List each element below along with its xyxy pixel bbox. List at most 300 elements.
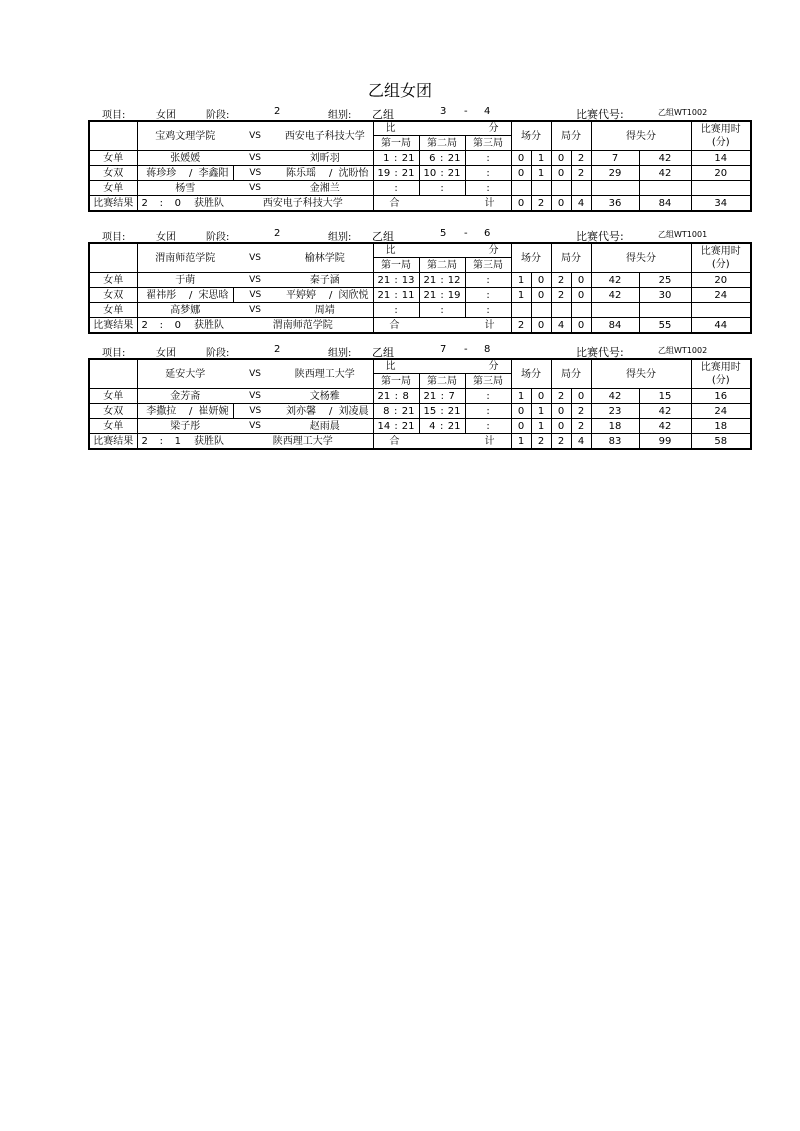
game-score-a <box>470 420 482 433</box>
game-score-wrap <box>466 289 511 302</box>
defen-b: 42 <box>639 151 691 166</box>
game-score-colon: : <box>440 167 444 179</box>
vs-label: VS <box>233 121 277 151</box>
player-b2: 刘凌晨 <box>338 405 369 417</box>
header-blank <box>89 243 137 273</box>
game-score-b: 7 <box>448 390 455 402</box>
event-type: 女单 <box>89 389 137 404</box>
position-b: 6 <box>484 228 491 239</box>
result-label: 比赛结果 <box>89 318 137 334</box>
game-score-g1 <box>373 166 419 181</box>
event-type: 女单 <box>89 151 137 166</box>
slash: / <box>189 167 193 179</box>
ju-b <box>571 181 591 196</box>
time-header-line2: (分) <box>711 137 730 148</box>
result-score-wrap <box>138 435 186 448</box>
defen-a: 7 <box>591 151 639 166</box>
game-score-b: 8 <box>402 390 409 402</box>
total-ju-a: 4 <box>551 318 571 334</box>
result-row <box>89 318 751 334</box>
ju-b: 2 <box>571 419 591 434</box>
game-score-a: 21 <box>423 390 437 402</box>
total-chang-a: 1 <box>511 434 531 450</box>
ju-header: 局分 <box>551 243 591 273</box>
total-defen-a: 83 <box>591 434 639 450</box>
player-a1: 张媛媛 <box>137 151 233 166</box>
player-a2-cell <box>185 288 233 303</box>
total-cell <box>373 318 511 334</box>
table-row <box>89 166 751 181</box>
stage-value: 2 <box>274 228 281 239</box>
player-b1: 陈乐瑶 <box>277 166 325 181</box>
vs-label: VS <box>233 151 277 166</box>
game-score-b: 21 <box>401 420 415 432</box>
result-score-wrap <box>138 197 186 210</box>
time-minutes: 14 <box>691 151 751 166</box>
game-score-a <box>378 182 390 195</box>
match-meta-line <box>88 226 710 242</box>
total-cell <box>373 434 511 450</box>
chang-a: 0 <box>511 404 531 419</box>
game-score-colon: : <box>440 304 444 316</box>
game-score-g3 <box>465 151 511 166</box>
ju-b: 0 <box>571 288 591 303</box>
position-a: 7 <box>440 344 447 355</box>
group-value: 乙组 <box>372 108 394 121</box>
page-title: 乙组女团 <box>367 81 432 100</box>
game-score-wrap <box>420 167 465 180</box>
ju-b: 2 <box>571 151 591 166</box>
result-score-b: 1 <box>174 435 181 447</box>
winner-team: 渭南师范学院 <box>233 318 373 334</box>
total-he: 合 <box>389 197 400 209</box>
slash: / <box>189 289 193 301</box>
game-score-wrap <box>466 304 511 317</box>
match-code-value: 乙组WT1002 <box>658 108 708 117</box>
time-minutes: 24 <box>691 404 751 419</box>
vs-label: VS <box>233 303 277 318</box>
defen-a: 18 <box>591 419 639 434</box>
ju-b: 2 <box>571 404 591 419</box>
game-score-g2 <box>419 389 465 404</box>
game-score-a <box>424 304 436 317</box>
total-chang-b: 2 <box>531 434 551 450</box>
game-score-b: 21 <box>447 405 461 417</box>
defen-b: 15 <box>639 389 691 404</box>
match-meta-line <box>88 104 710 120</box>
game-score-colon: : <box>439 420 444 432</box>
score-header-fen: 分 <box>488 245 499 256</box>
total-time: 44 <box>691 318 751 334</box>
game-score-a: 21 <box>377 274 391 286</box>
project-value: 女团 <box>156 110 176 121</box>
chang-b <box>531 181 551 196</box>
game-score-wrap <box>374 405 419 418</box>
ju-header: 局分 <box>551 121 591 151</box>
game-score-wrap <box>466 420 511 433</box>
time-header <box>691 359 751 389</box>
game1-header: 第一局 <box>373 258 419 273</box>
game-score-a <box>378 304 390 317</box>
project-value: 女团 <box>156 348 176 359</box>
game-score-colon: : <box>394 289 398 301</box>
game-score-a <box>424 182 436 195</box>
match-block <box>88 226 741 334</box>
result-score-a: 2 <box>141 435 148 447</box>
total-chang-b: 0 <box>531 318 551 334</box>
team-b-name: 西安电子科技大学 <box>277 121 373 151</box>
game-score-a: 8 <box>383 405 390 417</box>
total-wrap <box>374 319 511 332</box>
game-score-colon: : <box>486 167 490 179</box>
position-dash: - <box>464 228 468 239</box>
player-b2-wrap <box>325 289 373 302</box>
slash: / <box>329 405 333 417</box>
game-score-colon: : <box>486 390 490 402</box>
vs-label: VS <box>233 243 277 273</box>
group-label: 组别: <box>328 232 352 243</box>
total-ju-b: 0 <box>571 318 591 334</box>
chang-b: 1 <box>531 419 551 434</box>
total-cell <box>373 196 511 212</box>
match-code-label: 比赛代号: <box>576 230 624 243</box>
game3-header: 第三局 <box>465 374 511 389</box>
chang-b: 0 <box>531 389 551 404</box>
result-score-a: 2 <box>141 319 148 331</box>
total-chang-b: 2 <box>531 196 551 212</box>
table-row <box>89 288 751 303</box>
game2-header: 第二局 <box>419 374 465 389</box>
stage-label: 阶段: <box>206 110 230 121</box>
ju-a <box>551 303 571 318</box>
game-score-wrap <box>466 167 511 180</box>
game-score-a <box>470 390 482 403</box>
chang-b: 1 <box>531 404 551 419</box>
slash: / <box>189 405 193 417</box>
game-score-b: 21 <box>447 167 461 179</box>
player-b2-wrap <box>325 167 373 180</box>
game-score-colon: : <box>440 274 444 286</box>
player-b2-wrap <box>325 405 373 418</box>
player-a1: 梁子彤 <box>137 419 233 434</box>
game-score-colon: : <box>486 289 490 301</box>
score-header-text <box>374 122 511 135</box>
project-label: 项目: <box>102 110 126 121</box>
project-label: 项目: <box>102 232 126 243</box>
game-score-a: 4 <box>429 420 436 432</box>
event-type: 女单 <box>89 303 137 318</box>
vs-label: VS <box>233 359 277 389</box>
player-b1: 秦子涵 <box>277 273 373 288</box>
time-header-line2: (分) <box>711 375 730 386</box>
player-a2: 宋思晗 <box>198 289 229 301</box>
player-a1: 杨雪 <box>137 181 233 196</box>
chang-a: 1 <box>511 273 531 288</box>
game-score-g2 <box>419 404 465 419</box>
time-header-line1: 比赛用时 <box>700 246 741 257</box>
game-score-wrap <box>374 390 419 403</box>
game-score-g1 <box>373 303 419 318</box>
position-a: 5 <box>440 228 447 239</box>
game-score-wrap <box>420 420 465 433</box>
defen-b <box>639 181 691 196</box>
ju-header: 局分 <box>551 359 591 389</box>
player-a2-cell <box>185 404 233 419</box>
game-score-g2 <box>419 303 465 318</box>
slash: / <box>329 167 333 179</box>
game-score-a <box>470 289 482 302</box>
winner-team: 陕西理工大学 <box>233 434 373 450</box>
game-score-g2 <box>419 181 465 196</box>
game-score-wrap <box>374 274 419 287</box>
defen-a: 42 <box>591 288 639 303</box>
game-score-a <box>470 152 482 165</box>
game-score-a <box>470 304 482 317</box>
game-score-b: 19 <box>447 289 461 301</box>
game-score-g1 <box>373 273 419 288</box>
position-b: 8 <box>484 344 491 355</box>
game1-header: 第一局 <box>373 374 419 389</box>
ju-a: 0 <box>551 151 571 166</box>
game-score-colon: : <box>486 304 490 316</box>
game3-header: 第三局 <box>465 258 511 273</box>
player-b2-cell <box>325 166 373 181</box>
score-header-fen: 分 <box>488 123 499 134</box>
player-a2-cell <box>185 166 233 181</box>
game-score-colon: : <box>486 420 490 432</box>
player-a1: 蒋珍珍 <box>137 166 185 181</box>
game-score-a: 21 <box>423 289 437 301</box>
chang-b: 1 <box>531 166 551 181</box>
winner-team: 西安电子科技大学 <box>233 196 373 212</box>
score-header <box>373 359 511 374</box>
player-b1: 周靖 <box>277 303 373 318</box>
score-header-bi: 比 <box>385 245 396 256</box>
match-table <box>88 120 752 212</box>
defen-b <box>639 303 691 318</box>
game-score-b <box>495 304 507 317</box>
time-header-line1: 比赛用时 <box>700 362 741 373</box>
defen-a: 42 <box>591 273 639 288</box>
time-minutes: 18 <box>691 419 751 434</box>
winner-label: 获胜队 <box>185 196 233 212</box>
match-meta-line <box>88 342 710 358</box>
table-row <box>89 273 751 288</box>
game-score-b <box>495 152 507 165</box>
chang-a: 1 <box>511 288 531 303</box>
game-score-wrap <box>374 304 419 317</box>
game-score-colon: : <box>486 274 490 286</box>
game-score-b: 21 <box>447 420 461 432</box>
game-score-colon: : <box>486 405 490 417</box>
team-b-name: 陕西理工大学 <box>277 359 373 389</box>
total-ju-b: 4 <box>571 196 591 212</box>
game-score-a: 21 <box>377 390 391 402</box>
defen-header: 得失分 <box>591 243 691 273</box>
game-score-b <box>495 420 507 433</box>
game-score-wrap <box>420 182 465 195</box>
game-score-wrap <box>420 274 465 287</box>
defen-b: 30 <box>639 288 691 303</box>
game-score-g3 <box>465 273 511 288</box>
header-blank <box>89 121 137 151</box>
game-score-colon: : <box>394 304 398 316</box>
table-row <box>89 181 751 196</box>
time-minutes <box>691 181 751 196</box>
result-colon: : <box>159 435 163 447</box>
chang-a: 0 <box>511 151 531 166</box>
ju-b: 0 <box>571 273 591 288</box>
score-header-text <box>374 244 511 257</box>
ju-a: 2 <box>551 273 571 288</box>
game-score-wrap <box>466 152 511 165</box>
slash: / <box>329 289 333 301</box>
chang-a: 0 <box>511 166 531 181</box>
player-b2: 沈盼怡 <box>338 167 369 179</box>
game-score-b: 11 <box>401 289 415 301</box>
game-score-colon: : <box>440 390 445 402</box>
event-type: 女双 <box>89 166 137 181</box>
game-score-b <box>403 182 415 195</box>
game-score-b <box>495 390 507 403</box>
total-ji: 计 <box>484 319 495 331</box>
position-b: 4 <box>484 106 491 117</box>
ju-b: 0 <box>571 389 591 404</box>
game-score-g2 <box>419 419 465 434</box>
result-score-cell <box>137 434 185 450</box>
position-a: 3 <box>440 106 447 117</box>
stage-value: 2 <box>274 344 281 355</box>
vs-label: VS <box>233 181 277 196</box>
defen-a: 23 <box>591 404 639 419</box>
chang-a: 0 <box>511 419 531 434</box>
player-a1: 金芳斋 <box>137 389 233 404</box>
table-row <box>89 404 751 419</box>
total-ji: 计 <box>484 197 495 209</box>
game-score-g1 <box>373 181 419 196</box>
group-label: 组别: <box>328 348 352 359</box>
game-score-wrap <box>420 152 465 165</box>
game-score-a <box>470 182 482 195</box>
match-table <box>88 242 752 334</box>
chang-a <box>511 303 531 318</box>
game-score-g3 <box>465 419 511 434</box>
player-b1: 平婷婷 <box>277 288 325 303</box>
game-score-wrap <box>466 182 511 195</box>
game-score-a <box>470 274 482 287</box>
result-colon: : <box>159 197 163 209</box>
chang-b: 0 <box>531 273 551 288</box>
vs-label: VS <box>233 288 277 303</box>
player-b1: 文杨雅 <box>277 389 373 404</box>
game-score-a: 15 <box>423 405 437 417</box>
game-score-b: 21 <box>447 152 461 164</box>
ju-a: 2 <box>551 389 571 404</box>
time-minutes: 20 <box>691 166 751 181</box>
score-header-bi: 比 <box>385 361 396 372</box>
position-dash: - <box>464 344 468 355</box>
stage-label: 阶段: <box>206 232 230 243</box>
game-score-b <box>495 167 507 180</box>
total-defen-b: 84 <box>639 196 691 212</box>
group-value: 乙组 <box>372 346 394 359</box>
game-score-a: 19 <box>377 167 391 179</box>
game-score-b <box>495 274 507 287</box>
score-header-text <box>374 360 511 373</box>
score-header-bi: 比 <box>385 123 396 134</box>
total-defen-a: 36 <box>591 196 639 212</box>
total-time: 34 <box>691 196 751 212</box>
game-score-a: 21 <box>423 274 437 286</box>
chang-header: 场分 <box>511 359 551 389</box>
total-time: 58 <box>691 434 751 450</box>
stage-label: 阶段: <box>206 348 230 359</box>
game-score-colon: : <box>440 405 444 417</box>
defen-a: 29 <box>591 166 639 181</box>
player-a1: 李撒拉 <box>137 404 185 419</box>
team-b-name: 榆林学院 <box>277 243 373 273</box>
game-score-b: 21 <box>401 167 415 179</box>
chang-b: 1 <box>531 151 551 166</box>
vs-label: VS <box>233 419 277 434</box>
game-score-wrap <box>420 390 465 403</box>
result-colon: : <box>159 319 163 331</box>
game-score-colon: : <box>394 274 398 286</box>
player-a1: 于萌 <box>137 273 233 288</box>
vs-label: VS <box>233 389 277 404</box>
team-a-name: 宝鸡文理学院 <box>137 121 233 151</box>
event-type: 女双 <box>89 288 137 303</box>
chang-header: 场分 <box>511 243 551 273</box>
game-score-b: 21 <box>401 152 415 164</box>
result-score-wrap <box>138 319 186 332</box>
game-score-colon: : <box>439 152 444 164</box>
score-header <box>373 121 511 136</box>
result-score-cell <box>137 196 185 212</box>
time-minutes: 24 <box>691 288 751 303</box>
game-score-a: 6 <box>429 152 436 164</box>
total-wrap <box>374 435 511 448</box>
time-header-line1: 比赛用时 <box>700 124 741 135</box>
game-score-wrap <box>466 390 511 403</box>
ju-b <box>571 303 591 318</box>
total-he: 合 <box>389 435 400 447</box>
result-row <box>89 434 751 450</box>
defen-b: 25 <box>639 273 691 288</box>
player-b1: 赵雨晨 <box>277 419 373 434</box>
team-a-name: 延安大学 <box>137 359 233 389</box>
game2-header: 第二局 <box>419 136 465 151</box>
game-score-a: 10 <box>423 167 437 179</box>
game-score-wrap <box>420 289 465 302</box>
header-blank <box>89 359 137 389</box>
match-code-value: 乙组WT1001 <box>658 230 708 239</box>
game-score-b <box>495 289 507 302</box>
total-wrap <box>374 197 511 210</box>
game-score-g1 <box>373 419 419 434</box>
player-b2-cell <box>325 404 373 419</box>
project-value: 女团 <box>156 232 176 243</box>
vs-label: VS <box>233 404 277 419</box>
game-score-b <box>403 304 415 317</box>
match-code-label: 比赛代号: <box>576 346 624 359</box>
ju-b: 2 <box>571 166 591 181</box>
player-b1: 金湘兰 <box>277 181 373 196</box>
player-b1: 刘昕羽 <box>277 151 373 166</box>
game-score-g1 <box>373 288 419 303</box>
game-score-b <box>449 182 461 195</box>
game-score-b <box>495 182 507 195</box>
